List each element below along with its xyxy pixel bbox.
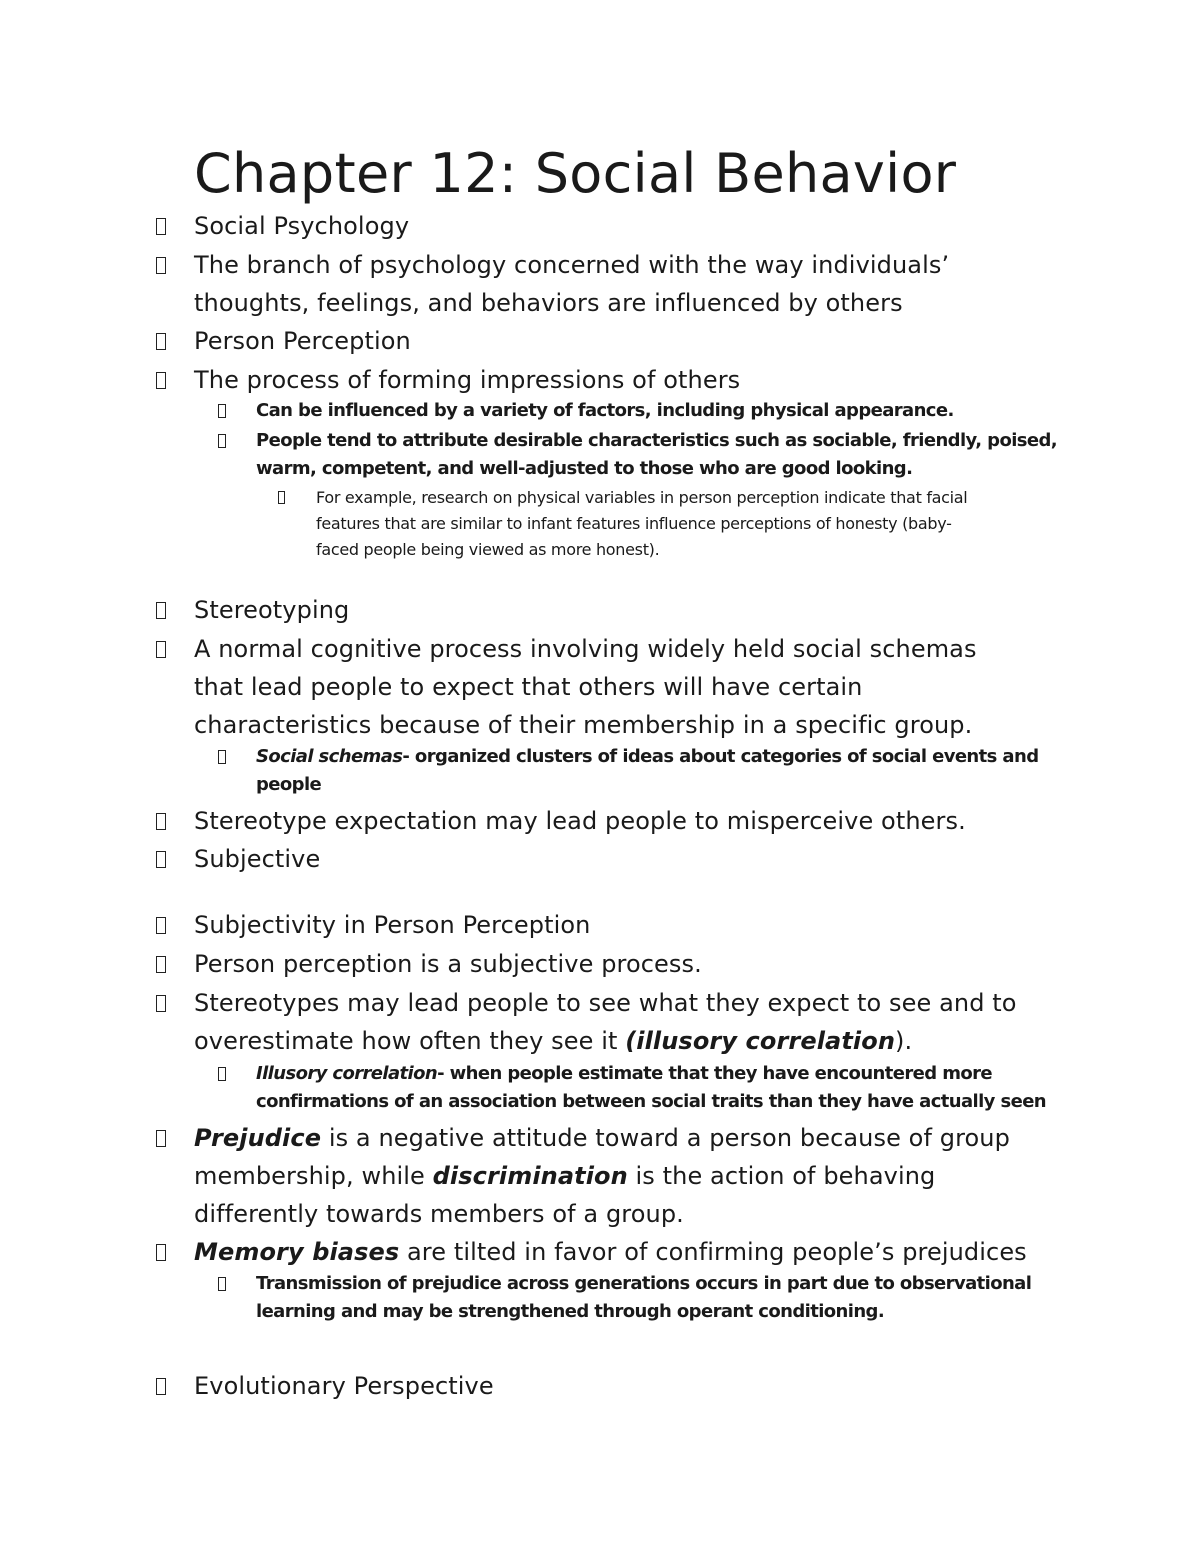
key-term: (illusory correlation	[625, 1027, 896, 1055]
bullet-icon	[156, 956, 166, 973]
bullet-icon	[156, 218, 166, 235]
key-term: Social schemas	[256, 746, 403, 767]
list-item-text: Stereotyping	[194, 596, 350, 624]
bullet-icon	[156, 602, 166, 619]
list-item-text: Person perception is a subjective process.	[194, 950, 702, 978]
list-item	[194, 1367, 494, 1405]
list-item	[316, 485, 967, 563]
list-item-text: Transmission of prejudice across generations occurs in part due to observational	[256, 1273, 1032, 1294]
list-item-text-part: are tilted in favor of confirming people’s prejudices	[399, 1238, 1027, 1266]
page-title: Chapter 12: Social Behavior	[194, 142, 957, 205]
list-item-text: thoughts, feelings, and behaviors are influenced by others	[194, 289, 903, 317]
bullet-icon	[156, 641, 166, 658]
list-item-text	[256, 1060, 1046, 1088]
list-item	[194, 984, 1017, 1060]
list-item-text	[194, 1022, 1017, 1060]
bullet-icon	[156, 813, 166, 830]
list-item	[194, 1119, 1010, 1233]
list-item-text: The branch of psychology concerned with the way individuals’	[194, 251, 950, 279]
list-item	[194, 630, 977, 744]
list-item-text-rest: - when people estimate that they have encountered more	[437, 1063, 993, 1084]
list-item-text: Evolutionary Perspective	[194, 1372, 494, 1400]
list-item	[194, 207, 409, 245]
bullet-icon	[156, 1244, 166, 1261]
list-item-text: that lead people to expect that others will have certain	[194, 673, 863, 701]
list-item-text: faced people being viewed as more honest).	[316, 540, 660, 559]
list-item	[194, 945, 702, 983]
list-item-text: Person Perception	[194, 327, 411, 355]
list-item-text-part: ).	[895, 1027, 913, 1055]
list-item-text: Social Psychology	[194, 212, 410, 240]
list-item-text: Stereotype expectation may lead people to misperceive others.	[194, 807, 966, 835]
list-item-text: warm, competent, and well-adjusted to those who are good looking.	[256, 458, 913, 479]
key-term: Memory biases	[194, 1238, 400, 1266]
bullet-icon	[218, 750, 226, 764]
list-item-text: confirmations of an association between social traits than they have actually seen	[256, 1091, 1047, 1112]
list-item-text-rest: - organized clusters of ideas about categories of social events and	[402, 746, 1039, 767]
bullet-icon	[156, 257, 166, 274]
list-item	[256, 1060, 1046, 1116]
list-item-text-part: membership, while	[194, 1162, 433, 1190]
list-item	[256, 1270, 1031, 1326]
list-item-text: Subjectivity in Person Perception	[194, 911, 591, 939]
bullet-icon	[218, 434, 226, 448]
list-item-text	[194, 1157, 1010, 1195]
list-item-text	[256, 743, 1038, 771]
list-item	[194, 802, 966, 840]
list-item	[256, 427, 1057, 483]
list-item-text: People tend to attribute desirable characteristics such as sociable, friendly, poised,	[256, 430, 1058, 451]
bullet-icon	[156, 1378, 166, 1395]
bullet-icon	[156, 372, 166, 389]
list-item-text: differently towards members of a group.	[194, 1200, 684, 1228]
key-term: Illusory correlation	[256, 1063, 438, 1084]
list-item	[194, 246, 949, 322]
list-item-text: For example, research on physical variables in person perception indicate that facial	[316, 488, 968, 507]
list-item-text: Can be influenced by a variety of factors, including physical appearance.	[256, 400, 954, 421]
list-item-text	[194, 1119, 1010, 1157]
list-item-text: characteristics because of their membership in a specific group.	[194, 711, 973, 739]
bullet-icon	[218, 1277, 226, 1291]
bullet-icon	[218, 404, 226, 418]
list-item-text: learning and may be strengthened through operant conditioning.	[256, 1301, 885, 1322]
bullet-icon	[156, 851, 166, 868]
list-item	[194, 1233, 1027, 1271]
bullet-icon	[218, 1067, 226, 1081]
list-item	[194, 322, 411, 360]
list-item	[194, 840, 320, 878]
list-item-text-part: is the action of behaving	[627, 1162, 936, 1190]
list-item-text: people	[256, 774, 322, 795]
list-item-text-part: overestimate how often they see it	[194, 1027, 626, 1055]
bullet-icon	[156, 917, 166, 934]
list-item-text: Stereotypes may lead people to see what they expect to see and to	[194, 989, 1017, 1017]
bullet-icon	[278, 491, 285, 504]
bullet-icon	[156, 333, 166, 350]
key-term: Prejudice	[194, 1124, 322, 1152]
bullet-icon	[156, 1130, 166, 1147]
list-item-text: The process of forming impressions of others	[194, 366, 741, 394]
bullet-icon	[156, 995, 166, 1012]
key-term: discrimination	[432, 1162, 628, 1190]
list-item	[256, 743, 1038, 799]
list-item	[194, 361, 740, 399]
list-item-text-part: is a negative attitude toward a person because of group	[321, 1124, 1010, 1152]
list-item-text	[194, 1233, 1027, 1271]
list-item	[194, 591, 349, 629]
list-item	[256, 397, 954, 425]
list-item-text: Subjective	[194, 845, 321, 873]
list-item-text: A normal cognitive process involving widely held social schemas	[194, 635, 977, 663]
list-item	[194, 906, 590, 944]
list-item-text: features that are similar to infant features influence perceptions of honesty (baby-	[316, 514, 952, 533]
